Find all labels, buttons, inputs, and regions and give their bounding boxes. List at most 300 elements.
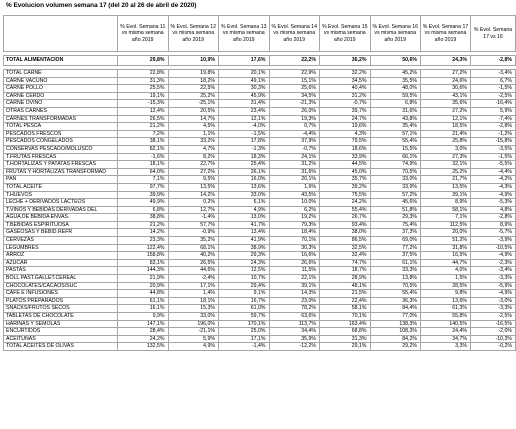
- row-label: TOTAL ACEITES DE OLIVAS: [4, 343, 118, 351]
- row-value: -10,3%: [471, 335, 516, 343]
- row-value: 18,3%: [219, 153, 270, 161]
- row-value: 1,6%: [269, 183, 320, 191]
- row-value: 26,7%: [320, 214, 371, 222]
- row-value: 22,5%: [168, 85, 219, 93]
- row-value: 33,3%: [370, 267, 421, 275]
- row-value: 31,3%: [320, 335, 371, 343]
- row-value: 78,2%: [269, 305, 320, 313]
- row-label: HARINAS Y SEMOLAS: [4, 320, 118, 328]
- row-value: -3,3%: [471, 305, 516, 313]
- row-value: 12,5%: [219, 267, 270, 275]
- row-value: -0,2%: [471, 343, 516, 351]
- row-value: 44,6%: [168, 267, 219, 275]
- row-value: 32,5%: [320, 244, 371, 252]
- row-value: 34,5%: [269, 92, 320, 100]
- row-label: T.FRUTAS FRESCAS: [4, 153, 118, 161]
- row-label: CAFE E INFUSIONES: [4, 290, 118, 298]
- row-value: 44,5%: [320, 161, 371, 169]
- total-row: [4, 56, 516, 66]
- table-row: [4, 305, 516, 313]
- row-value: 31,2%: [320, 92, 371, 100]
- row-value: 3,0%: [421, 145, 471, 153]
- row-value: -1,4%: [219, 343, 270, 351]
- row-value: 61,3%: [421, 305, 471, 313]
- row-label: T.VINOS Y BEBIDAS DERIVADAS DEL: [4, 206, 118, 214]
- table-row: [4, 183, 516, 191]
- row-value: 16,7%: [219, 297, 270, 305]
- row-value: 158,8%: [118, 252, 169, 260]
- row-value: 33,0%: [168, 313, 219, 321]
- row-value: 17,8%: [219, 138, 270, 146]
- row-value: 44,8%: [118, 290, 169, 298]
- total-cell: 24,3%: [421, 56, 471, 66]
- row-value: 23,3%: [118, 237, 169, 245]
- table-row: [4, 191, 516, 199]
- row-value: 58,1%: [320, 305, 371, 313]
- row-value: 26,1%: [219, 168, 270, 176]
- row-value: 9,8%: [421, 290, 471, 298]
- row-label: LECHE + DERIVADOS LACTEOS: [4, 199, 118, 207]
- row-value: 19,3%: [269, 115, 320, 123]
- header-week-11: % Evol. Semana 11 vs misma semana año 2019: [118, 16, 169, 52]
- row-value: 15,5%: [370, 145, 421, 153]
- row-value: -1,4%: [168, 214, 219, 222]
- row-value: 55,4%: [320, 206, 371, 214]
- row-value: 144,3%: [118, 267, 169, 275]
- row-value: -2,5%: [471, 313, 516, 321]
- row-value: 84,4%: [370, 305, 421, 313]
- row-value: 64,0%: [118, 168, 169, 176]
- row-value: 25,4%: [219, 161, 270, 169]
- row-value: 13,8%: [370, 275, 421, 283]
- row-value: -4,9%: [471, 191, 516, 199]
- row-value: 15,1%: [269, 77, 320, 85]
- row-value: 31,8%: [421, 244, 471, 252]
- row-value: 9,1%: [219, 290, 270, 298]
- row-value: -15,3%: [118, 100, 169, 108]
- table-row: [4, 290, 516, 298]
- table-row: [4, 153, 516, 161]
- row-value: 20,9%: [118, 282, 169, 290]
- row-value: 30,6%: [421, 85, 471, 93]
- row-label: CARNE OVINO: [4, 100, 118, 108]
- row-value: 32,1%: [421, 161, 471, 169]
- header-row: [4, 16, 516, 52]
- row-value: 43,5%: [269, 191, 320, 199]
- row-value: -4,2%: [471, 176, 516, 184]
- row-value: 8,9%: [471, 221, 516, 229]
- row-value: -4,4%: [471, 168, 516, 176]
- row-value: 63,6%: [269, 313, 320, 321]
- row-label: PLATOS PREPARADOS: [4, 297, 118, 305]
- row-label: TOTAL PESCA: [4, 123, 118, 131]
- row-value: 0,7%: [269, 123, 320, 131]
- row-value: 29,2%: [370, 343, 421, 351]
- row-value: 13,6%: [219, 183, 270, 191]
- row-value: 35,4%: [370, 123, 421, 131]
- row-value: 55,4%: [370, 290, 421, 298]
- row-value: 49,1%: [219, 77, 270, 85]
- row-value: 27,2%: [168, 168, 219, 176]
- row-value: 93,4%: [320, 221, 371, 229]
- row-value: 33,0%: [370, 176, 421, 184]
- row-value: 75,4%: [370, 221, 421, 229]
- row-value: 45,2%: [370, 70, 421, 78]
- row-value: 41,9%: [219, 237, 270, 245]
- row-label: PESCADOS FRESCOS: [4, 130, 118, 138]
- row-value: 20,1%: [269, 176, 320, 184]
- row-value: -4,4%: [269, 130, 320, 138]
- total-cell: 17,6%: [219, 56, 270, 66]
- row-value: -10,5%: [471, 244, 516, 252]
- row-value: 22,8%: [118, 70, 169, 78]
- row-value: 48,0%: [370, 85, 421, 93]
- row-value: 10,0%: [269, 199, 320, 207]
- row-value: -5,5%: [471, 161, 516, 169]
- header-week-17-vs-16: % Evol. Semana 17 vs 16: [471, 16, 516, 52]
- row-value: -1,5%: [219, 130, 270, 138]
- row-value: 6,7%: [471, 77, 516, 85]
- row-value: 30,3%: [269, 244, 320, 252]
- table-row: [4, 130, 516, 138]
- row-value: 13,5%: [168, 183, 219, 191]
- header-week-13: % Evol. Semana 13 vs misma semana año 2019: [219, 16, 270, 52]
- row-label: ARROZ: [4, 252, 118, 260]
- row-value: -3,9%: [471, 237, 516, 245]
- table-row: [4, 343, 516, 351]
- row-label: BOLL.PAST.GALLET.CEREAL: [4, 275, 118, 283]
- row-value: 59,7%: [219, 313, 270, 321]
- row-value: 66,1%: [370, 153, 421, 161]
- row-value: 27,2%: [421, 107, 471, 115]
- row-value: 39,1%: [421, 191, 471, 199]
- row-value: -0,9%: [168, 229, 219, 237]
- row-value: 68,1%: [168, 244, 219, 252]
- row-value: -0,7%: [320, 100, 371, 108]
- row-value: 16,0%: [219, 176, 270, 184]
- header-week-15: % Evol. Semana 15 vs misma semana año 2019: [320, 16, 371, 52]
- row-value: 30,3%: [219, 85, 270, 93]
- row-value: 7,2%: [118, 130, 169, 138]
- total-cell: -2,8%: [471, 56, 516, 66]
- row-value: 10,7%: [219, 275, 270, 283]
- row-value: -4,9%: [471, 252, 516, 260]
- row-value: -7,4%: [471, 115, 516, 123]
- row-value: 39,9%: [118, 191, 169, 199]
- row-value: -3,5%: [471, 145, 516, 153]
- row-value: 22,7%: [168, 161, 219, 169]
- row-label: CERVEZAS: [4, 237, 118, 245]
- row-value: 33,9%: [370, 183, 421, 191]
- table-row: [4, 267, 516, 275]
- row-value: 4,8%: [471, 206, 516, 214]
- row-value: 13,4%: [219, 229, 270, 237]
- row-label: PAN: [4, 176, 118, 184]
- row-value: 28,5%: [421, 282, 471, 290]
- row-value: 51,2%: [421, 237, 471, 245]
- row-label: GASEOSAS Y BEBID.REFR: [4, 229, 118, 237]
- row-value: 138,3%: [370, 320, 421, 328]
- row-value: 9,5%: [168, 176, 219, 184]
- row-value: 37,5%: [370, 252, 421, 260]
- row-value: -4,9%: [471, 290, 516, 298]
- total-label: TOTAL ALIMENTACION: [4, 56, 118, 66]
- row-value: 25,8%: [421, 138, 471, 146]
- row-value: 97,7%: [118, 183, 169, 191]
- table-row: [4, 168, 516, 176]
- row-value: 6,2%: [269, 206, 320, 214]
- row-label: CARNE VACUNO: [4, 77, 118, 85]
- row-value: 26,5%: [168, 259, 219, 267]
- header-week-16: % Evol. Semana 16 vs misma semana año 2019: [370, 16, 421, 52]
- row-label: CONSERVAS PESCADO/MOLUSCO: [4, 145, 118, 153]
- row-value: 77,2%: [370, 244, 421, 252]
- row-value: 24,7%: [320, 115, 371, 123]
- row-value: 21,4%: [421, 130, 471, 138]
- table-row: [4, 282, 516, 290]
- row-value: 18,1%: [118, 161, 169, 169]
- table-row: [4, 214, 516, 222]
- row-value: 4,7%: [168, 145, 219, 153]
- row-value: 40,4%: [320, 85, 371, 93]
- table-row: [4, 259, 516, 267]
- row-value: -1,6%: [118, 153, 169, 161]
- row-value: 196,0%: [168, 320, 219, 328]
- row-label: CARNE CERDO: [4, 92, 118, 100]
- row-value: 57,7%: [168, 221, 219, 229]
- row-value: 40,2%: [168, 252, 219, 260]
- row-value: 49,9%: [118, 199, 169, 207]
- row-value: 31,6%: [269, 168, 320, 176]
- row-value: 77,0%: [370, 313, 421, 321]
- row-value: 8,2%: [168, 153, 219, 161]
- row-value: 43,1%: [421, 92, 471, 100]
- row-value: 33,2%: [168, 138, 219, 146]
- row-value: 35,6%: [421, 100, 471, 108]
- row-value: 19,2%: [269, 214, 320, 222]
- row-value: 32,2%: [320, 70, 371, 78]
- row-value: 16,1%: [118, 305, 169, 313]
- row-value: 70,5%: [370, 168, 421, 176]
- row-value: 61,1%: [370, 259, 421, 267]
- row-value: 147,1%: [118, 320, 169, 328]
- row-value: 33,9%: [320, 153, 371, 161]
- row-value: 45,0%: [320, 168, 371, 176]
- row-value: 21,7%: [421, 176, 471, 184]
- row-value: 22,1%: [269, 275, 320, 283]
- row-value: 34,4%: [269, 328, 320, 336]
- row-value: 4,0%: [421, 267, 471, 275]
- table-row: [4, 252, 516, 260]
- table-row: [4, 70, 516, 78]
- row-value: 83,1%: [118, 259, 169, 267]
- total-cell: 29,8%: [118, 56, 169, 66]
- row-value: 33,0%: [219, 191, 270, 199]
- row-value: 18,2%: [168, 77, 219, 85]
- table-row: [4, 297, 516, 305]
- row-value: 20,1%: [219, 70, 270, 78]
- row-value: -1,5%: [471, 153, 516, 161]
- row-value: 31,2%: [269, 161, 320, 169]
- table-row: [4, 123, 516, 131]
- row-value: 55,8%: [421, 313, 471, 321]
- row-value: 3,3%: [421, 343, 471, 351]
- row-value: -5,9%: [471, 282, 516, 290]
- row-value: 21,5%: [320, 290, 371, 298]
- total-cell: 50,6%: [370, 56, 421, 66]
- row-label: PASTAS: [4, 267, 118, 275]
- row-value: 24,3%: [219, 259, 270, 267]
- row-value: 74,9%: [370, 161, 421, 169]
- row-label: T.BEBIDAS ESPIRITUOSA: [4, 221, 118, 229]
- row-value: 5,9%: [168, 335, 219, 343]
- row-label: TOTAL CARNE: [4, 70, 118, 78]
- row-label: FRUTAS Y HORTALIZAS TRANSFORMAD: [4, 168, 118, 176]
- row-value: 29,3%: [219, 252, 270, 260]
- row-value: 6,8%: [370, 100, 421, 108]
- row-value: 11,5%: [269, 267, 320, 275]
- row-value: 24,1%: [269, 153, 320, 161]
- row-value: -1,3%: [219, 145, 270, 153]
- row-value: 1,1%: [168, 130, 219, 138]
- row-value: 0,2%: [168, 199, 219, 207]
- row-value: 25,6%: [269, 85, 320, 93]
- row-value: 21,2%: [118, 123, 169, 131]
- row-value: 29,4%: [219, 282, 270, 290]
- row-value: 38,8%: [118, 214, 169, 222]
- row-value: 140,5%: [421, 320, 471, 328]
- row-value: -3,4%: [471, 70, 516, 78]
- row-value: 25,0%: [219, 328, 270, 336]
- table-row: [4, 92, 516, 100]
- row-label: AGUA DE BEBIDA ENVAS.: [4, 214, 118, 222]
- row-value: 5,9%: [471, 107, 516, 115]
- row-value: 51,8%: [370, 206, 421, 214]
- row-value: 4,5%: [168, 123, 219, 131]
- row-label: TOTAL ACEITE: [4, 183, 118, 191]
- header-week-12: % Evol. Semana 12 vs misma semana año 2019: [168, 16, 219, 52]
- row-value: 170,1%: [219, 320, 270, 328]
- row-value: 12,7%: [168, 206, 219, 214]
- row-value: -5,7%: [471, 229, 516, 237]
- row-value: 28,4%: [118, 328, 169, 336]
- row-value: 57,2%: [370, 191, 421, 199]
- row-label: ENCURTIDOS: [4, 328, 118, 336]
- row-value: 70,1%: [269, 237, 320, 245]
- row-value: 15,3%: [168, 305, 219, 313]
- row-value: 13,0%: [219, 214, 270, 222]
- row-value: 14,7%: [168, 115, 219, 123]
- row-value: 12,1%: [421, 115, 471, 123]
- row-value: 19,8%: [168, 70, 219, 78]
- row-value: 22,4%: [320, 297, 371, 305]
- table-row: [4, 275, 516, 283]
- row-value: 122,4%: [118, 244, 169, 252]
- row-label: OTRAS CARNES: [4, 107, 118, 115]
- row-value: 26,0%: [269, 107, 320, 115]
- row-value: 21,2%: [118, 221, 169, 229]
- table-row: [4, 77, 516, 85]
- row-value: -16,5%: [471, 320, 516, 328]
- row-value: 61,1%: [118, 297, 169, 305]
- total-cell: 10,9%: [168, 56, 219, 66]
- row-value: 39,7%: [320, 107, 371, 115]
- row-value: 13,6%: [421, 297, 471, 305]
- row-value: -16,4%: [471, 100, 516, 108]
- row-value: 9,9%: [118, 313, 169, 321]
- row-value: -3,0%: [471, 297, 516, 305]
- page-title: % Evolucion volumen semana 17 (del 20 al 26 de abril de 2020): [6, 2, 197, 9]
- row-value: 75,5%: [320, 191, 371, 199]
- row-value: -21,1%: [168, 328, 219, 336]
- row-value: 28,9%: [320, 275, 371, 283]
- table-row: [4, 313, 516, 321]
- row-value: -4,3%: [471, 183, 516, 191]
- row-value: 17,1%: [219, 335, 270, 343]
- row-value: 23,4%: [219, 107, 270, 115]
- table-row: [4, 100, 516, 108]
- row-label: CHOCOLATES/CACAOS/SUC: [4, 282, 118, 290]
- row-value: 24,2%: [118, 335, 169, 343]
- row-value: 27,2%: [421, 70, 471, 78]
- row-label: LEGUMBRES: [4, 244, 118, 252]
- row-value: -1,2%: [471, 130, 516, 138]
- table-row: [4, 328, 516, 336]
- row-value: 26,6%: [269, 259, 320, 267]
- row-value: 59,5%: [370, 92, 421, 100]
- row-label: SNACKS/FRUTOS SECOS: [4, 305, 118, 313]
- header-week-17: % Evol. Semana 17 vs misma semana año 2019: [421, 16, 471, 52]
- table-row: [4, 320, 516, 328]
- row-value: 45,9%: [219, 92, 270, 100]
- row-value: 31,3%: [118, 77, 169, 85]
- row-label: AZUCAR: [4, 259, 118, 267]
- table-row: [4, 138, 516, 146]
- row-value: 34,5%: [320, 77, 371, 85]
- row-value: 14,3%: [269, 290, 320, 298]
- row-value: 79,5%: [320, 138, 371, 146]
- table-row: [4, 221, 516, 229]
- row-value: 132,5%: [118, 343, 169, 351]
- row-value: -1,5%: [471, 85, 516, 93]
- row-value: 38,1%: [118, 138, 169, 146]
- table-row: [4, 206, 516, 214]
- row-value: -2,4%: [168, 275, 219, 283]
- row-value: -25,1%: [168, 100, 219, 108]
- row-value: 82,1%: [118, 145, 169, 153]
- table-row: [4, 335, 516, 343]
- row-value: 29,3%: [370, 214, 421, 222]
- row-value: 4,3%: [320, 130, 371, 138]
- row-value: 86,5%: [320, 237, 371, 245]
- row-value: 13,5%: [421, 183, 471, 191]
- row-value: -5,3%: [471, 199, 516, 207]
- row-value: 19,6%: [320, 123, 371, 131]
- row-value: 70,5%: [370, 282, 421, 290]
- row-value: 112,5%: [421, 221, 471, 229]
- row-label: CARNE POLLO: [4, 85, 118, 93]
- row-value: 19,1%: [118, 92, 169, 100]
- row-value: -2,8%: [471, 123, 516, 131]
- row-value: 74,7%: [320, 259, 371, 267]
- row-value: 12,1%: [219, 115, 270, 123]
- row-value: 8,9%: [421, 199, 471, 207]
- row-value: 23,0%: [269, 297, 320, 305]
- row-label: T.HORTALIZAS Y PATATAS FRESCAS: [4, 161, 118, 169]
- row-value: -2,8%: [471, 214, 516, 222]
- row-value: 25,2%: [421, 168, 471, 176]
- row-value: 38,9%: [219, 244, 270, 252]
